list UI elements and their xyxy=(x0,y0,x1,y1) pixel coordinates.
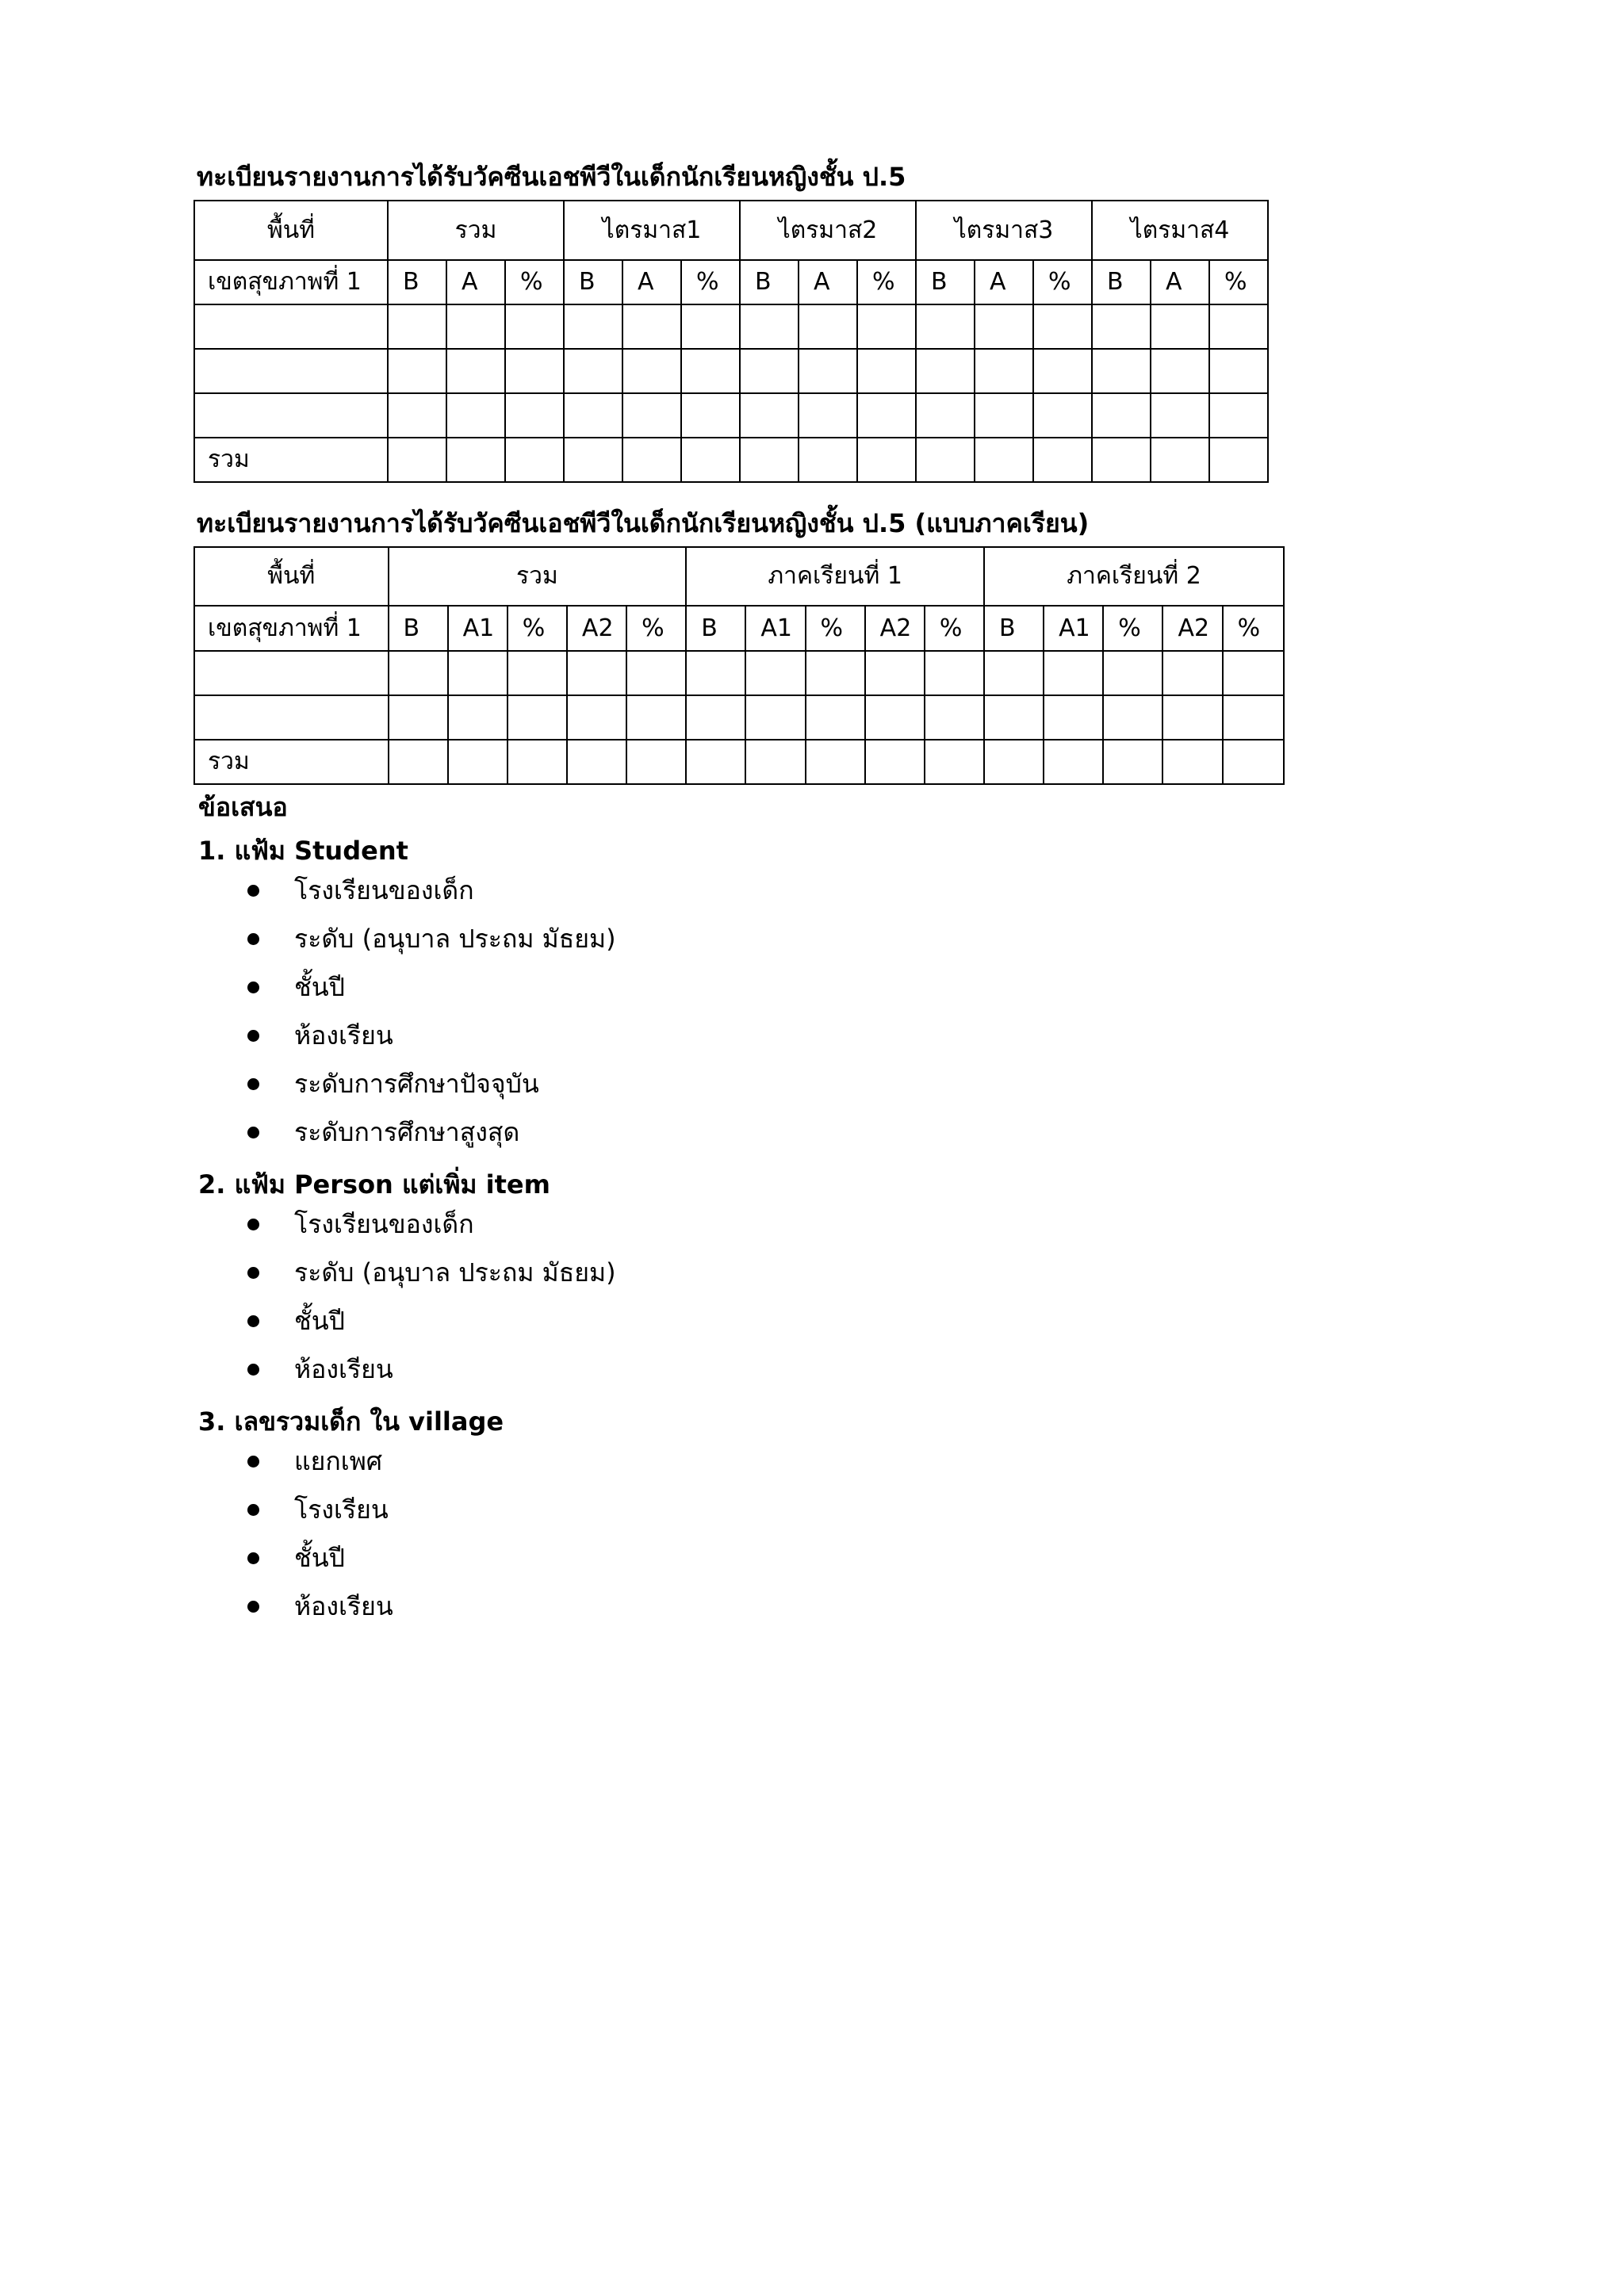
suggestions-heading: ข้อเสนอ xyxy=(198,792,288,822)
table-cell xyxy=(925,695,984,740)
table-cell xyxy=(925,740,984,784)
table-row xyxy=(194,651,1284,695)
group-header-semester2: ภาคเรียนที่ 2 xyxy=(984,547,1284,606)
table-cell xyxy=(448,651,508,695)
table-cell xyxy=(799,349,857,393)
table-cell xyxy=(1092,393,1151,438)
bullet-icon xyxy=(247,1456,259,1468)
table-cell xyxy=(626,740,686,784)
subheader-cell: % xyxy=(1033,260,1092,304)
list-item xyxy=(198,1297,1388,1345)
table-cell xyxy=(806,695,865,740)
table-cell xyxy=(194,349,388,393)
subheader-cell: % xyxy=(1103,606,1162,651)
table-cell xyxy=(448,695,508,740)
subheader-cell: A xyxy=(975,260,1033,304)
table-cell xyxy=(1044,651,1103,695)
table-cell xyxy=(626,651,686,695)
table-cell xyxy=(925,651,984,695)
table-cell xyxy=(857,349,916,393)
semester-report-table xyxy=(193,546,1285,785)
bullet-icon xyxy=(247,1127,259,1138)
table-row xyxy=(194,349,1268,393)
bullet-icon xyxy=(247,1219,259,1230)
table-cell xyxy=(389,740,448,784)
table-cell xyxy=(446,393,505,438)
table-cell xyxy=(1162,740,1222,784)
subheader-cell: % xyxy=(1209,260,1268,304)
suggestion-title: 2. แฟ้ม Person แต่เพิ่ม item xyxy=(198,1169,550,1200)
table-cell xyxy=(388,304,446,349)
table-cell xyxy=(745,695,805,740)
subheader-cell: A xyxy=(622,260,681,304)
list-item-text: โรงเรียน xyxy=(294,1494,389,1525)
table-cell xyxy=(508,695,567,740)
subheader-cell: % xyxy=(505,260,564,304)
table-cell xyxy=(857,393,916,438)
table-cell xyxy=(799,393,857,438)
bullet-list xyxy=(198,1437,1388,1631)
subheader-cell: % xyxy=(925,606,984,651)
table-cell xyxy=(975,304,1033,349)
list-item xyxy=(198,1582,1388,1631)
table-cell xyxy=(745,740,805,784)
bullet-icon xyxy=(247,1315,259,1327)
bullet-icon xyxy=(247,885,259,897)
table-cell xyxy=(799,304,857,349)
table-cell xyxy=(1209,393,1268,438)
list-item xyxy=(198,1108,1388,1157)
suggestion-section-3 xyxy=(198,1406,1388,1631)
list-item xyxy=(198,1486,1388,1534)
bullet-icon xyxy=(247,1267,259,1279)
region-label: เขตสุขภาพที่ 1 xyxy=(194,260,388,304)
table-cell xyxy=(1151,438,1209,482)
subheader-cell: % xyxy=(508,606,567,651)
table-cell xyxy=(446,304,505,349)
table-cell xyxy=(1223,740,1284,784)
list-item xyxy=(198,867,1388,915)
list-item-text: แยกเพศ xyxy=(294,1446,383,1476)
subheader-cell: B xyxy=(388,260,446,304)
table-cell xyxy=(799,438,857,482)
table-cell xyxy=(916,438,975,482)
table-cell xyxy=(1151,393,1209,438)
table-cell xyxy=(1092,349,1151,393)
suggestions-heading-block xyxy=(198,791,1388,823)
bullet-icon xyxy=(247,1552,259,1564)
table-cell xyxy=(975,349,1033,393)
table-cell xyxy=(567,695,626,740)
table-cell xyxy=(388,438,446,482)
table-cell xyxy=(984,740,1044,784)
table-cell xyxy=(564,393,622,438)
table-cell xyxy=(1223,695,1284,740)
list-item-text: ชั้นปี xyxy=(294,1543,345,1573)
table-cell xyxy=(686,651,745,695)
bullet-icon xyxy=(247,1364,259,1376)
list-item xyxy=(198,1437,1388,1486)
quarterly-report-table xyxy=(193,200,1269,483)
subheader-cell: A xyxy=(1151,260,1209,304)
table-cell xyxy=(681,438,740,482)
table-cell xyxy=(389,695,448,740)
table2-title: ทะเบียนรายงานการได้รับวัคซีนเอชพีวีในเด็กนักเรียนหญิงชั้น ป.5 (แบบภาคเรียน) xyxy=(197,508,1090,538)
table-cell xyxy=(505,349,564,393)
table-cell xyxy=(857,304,916,349)
table-cell xyxy=(194,651,389,695)
subheader-cell: A2 xyxy=(567,606,626,651)
list-item-text: ชั้นปี xyxy=(294,1306,345,1336)
table-cell xyxy=(975,393,1033,438)
table-subheader-row xyxy=(194,260,1268,304)
subheader-cell: B xyxy=(984,606,1044,651)
list-item xyxy=(198,1534,1388,1582)
group-header-quarter4: ไตรมาส4 xyxy=(1092,201,1268,260)
table-cell xyxy=(1044,695,1103,740)
subheader-cell: % xyxy=(857,260,916,304)
table-row xyxy=(194,304,1268,349)
table-cell xyxy=(564,304,622,349)
table-cell xyxy=(622,393,681,438)
bullet-icon xyxy=(247,982,259,993)
group-header-semester1: ภาคเรียนที่ 1 xyxy=(686,547,984,606)
table-cell xyxy=(389,651,448,695)
table-cell xyxy=(448,740,508,784)
subheader-cell: % xyxy=(681,260,740,304)
table-cell xyxy=(865,695,925,740)
table-cell xyxy=(865,651,925,695)
list-item xyxy=(198,1249,1388,1297)
subheader-cell: A xyxy=(446,260,505,304)
list-item-text: โรงเรียนของเด็ก xyxy=(294,1209,474,1239)
table-cell xyxy=(740,393,799,438)
list-item-text: ระดับการศึกษาปัจจุบัน xyxy=(294,1069,539,1099)
table-cell xyxy=(505,304,564,349)
group-header-total: รวม xyxy=(388,201,564,260)
table-cell xyxy=(740,349,799,393)
table-cell xyxy=(567,651,626,695)
table-cell xyxy=(564,438,622,482)
table-cell xyxy=(626,695,686,740)
table-cell xyxy=(1092,304,1151,349)
suggestion-title: 3. เลขรวมเด็ก ใน village xyxy=(198,1406,504,1437)
subheader-cell: A1 xyxy=(1044,606,1103,651)
list-item-text: ห้องเรียน xyxy=(294,1020,393,1050)
list-item-text: ระดับการศึกษาสูงสุด xyxy=(294,1117,520,1147)
table-cell xyxy=(1162,695,1222,740)
table-cell xyxy=(857,438,916,482)
subheader-cell: A1 xyxy=(448,606,508,651)
table-cell xyxy=(505,393,564,438)
table-cell xyxy=(194,695,389,740)
subheader-cell: B xyxy=(740,260,799,304)
table-cell xyxy=(505,438,564,482)
table-cell xyxy=(1033,349,1092,393)
table-cell xyxy=(865,740,925,784)
list-item xyxy=(198,1200,1388,1249)
bullet-icon xyxy=(247,933,259,945)
bullet-list xyxy=(198,1200,1388,1394)
table-cell xyxy=(984,695,1044,740)
table-cell xyxy=(1103,695,1162,740)
subheader-cell: B xyxy=(916,260,975,304)
table-row xyxy=(194,695,1284,740)
list-item xyxy=(198,1060,1388,1108)
group-header-quarter2: ไตรมาส2 xyxy=(740,201,916,260)
table-cell xyxy=(686,740,745,784)
table-cell xyxy=(1209,304,1268,349)
subheader-cell: % xyxy=(806,606,865,651)
table-cell xyxy=(806,651,865,695)
table-cell xyxy=(1103,651,1162,695)
list-item-text: โรงเรียนของเด็ก xyxy=(294,875,474,905)
table-cell xyxy=(388,393,446,438)
bullet-icon xyxy=(247,1504,259,1516)
table-cell xyxy=(622,438,681,482)
suggestion-title: 1. แฟ้ม Student xyxy=(198,836,408,866)
subheader-cell: B xyxy=(389,606,448,651)
table-cell xyxy=(388,349,446,393)
list-item-text: ระดับ (อนุบาล ประถม มัธยม) xyxy=(294,924,616,954)
subheader-cell: A2 xyxy=(865,606,925,651)
table-cell xyxy=(975,438,1033,482)
table-cell xyxy=(745,651,805,695)
subheader-cell: % xyxy=(1223,606,1284,651)
table-cell xyxy=(564,349,622,393)
suggestion-section-1 xyxy=(198,835,1388,1157)
total-row xyxy=(194,438,1268,482)
subheader-cell: A1 xyxy=(745,606,805,651)
list-item-text: ห้องเรียน xyxy=(294,1591,393,1621)
subheader-cell: B xyxy=(564,260,622,304)
table-header-row xyxy=(194,547,1284,606)
table-cell xyxy=(681,304,740,349)
subheader-cell: B xyxy=(1092,260,1151,304)
table-cell xyxy=(984,651,1044,695)
bullet-icon xyxy=(247,1601,259,1613)
total-row xyxy=(194,740,1284,784)
table-header-row xyxy=(194,201,1268,260)
table-cell xyxy=(194,304,388,349)
table-cell xyxy=(1092,438,1151,482)
table-cell xyxy=(508,651,567,695)
table-cell xyxy=(740,304,799,349)
table-cell xyxy=(1223,651,1284,695)
group-header-total: รวม xyxy=(389,547,687,606)
table-cell xyxy=(446,349,505,393)
table-cell xyxy=(916,349,975,393)
suggestion-section-2 xyxy=(198,1169,1388,1394)
list-item xyxy=(198,915,1388,963)
table-cell xyxy=(622,349,681,393)
bullet-icon xyxy=(247,1078,259,1090)
table-cell xyxy=(916,304,975,349)
table-cell xyxy=(1209,349,1268,393)
table-cell xyxy=(681,393,740,438)
table-cell xyxy=(622,304,681,349)
table-cell xyxy=(1033,304,1092,349)
bullet-list xyxy=(198,867,1388,1157)
group-header-quarter3: ไตรมาส3 xyxy=(916,201,1092,260)
area-header: พื้นที่ xyxy=(194,201,388,260)
table-cell xyxy=(446,438,505,482)
list-item-text: ห้องเรียน xyxy=(294,1354,393,1384)
area-header: พื้นที่ xyxy=(194,547,389,606)
subheader-cell: B xyxy=(686,606,745,651)
table-cell xyxy=(681,349,740,393)
list-item xyxy=(198,1345,1388,1394)
table-subheader-row xyxy=(194,606,1284,651)
region-label: เขตสุขภาพที่ 1 xyxy=(194,606,389,651)
table-cell xyxy=(916,393,975,438)
total-label: รวม xyxy=(194,438,388,482)
subheader-cell: % xyxy=(626,606,686,651)
table-cell xyxy=(508,740,567,784)
total-label: รวม xyxy=(194,740,389,784)
list-item-text: ชั้นปี xyxy=(294,972,345,1002)
table-cell xyxy=(1151,304,1209,349)
table-cell xyxy=(1033,393,1092,438)
list-item-text: ระดับ (อนุบาล ประถม มัธยม) xyxy=(294,1257,616,1288)
list-item xyxy=(198,963,1388,1012)
list-item xyxy=(198,1012,1388,1060)
table-cell xyxy=(1033,438,1092,482)
table-cell xyxy=(1103,740,1162,784)
table-cell xyxy=(1151,349,1209,393)
table-cell xyxy=(1162,651,1222,695)
table-cell xyxy=(806,740,865,784)
bullet-icon xyxy=(247,1030,259,1042)
table-cell xyxy=(740,438,799,482)
table-cell xyxy=(1209,438,1268,482)
table-cell xyxy=(567,740,626,784)
table-row xyxy=(194,393,1268,438)
group-header-quarter1: ไตรมาส1 xyxy=(564,201,740,260)
table-cell xyxy=(194,393,388,438)
subheader-cell: A xyxy=(799,260,857,304)
table-cell xyxy=(1044,740,1103,784)
subheader-cell: A2 xyxy=(1162,606,1222,651)
table-cell xyxy=(686,695,745,740)
table1-title: ทะเบียนรายงานการได้รับวัคซีนเอชพีวีในเด็กนักเรียนหญิงชั้น ป.5 xyxy=(197,162,906,192)
